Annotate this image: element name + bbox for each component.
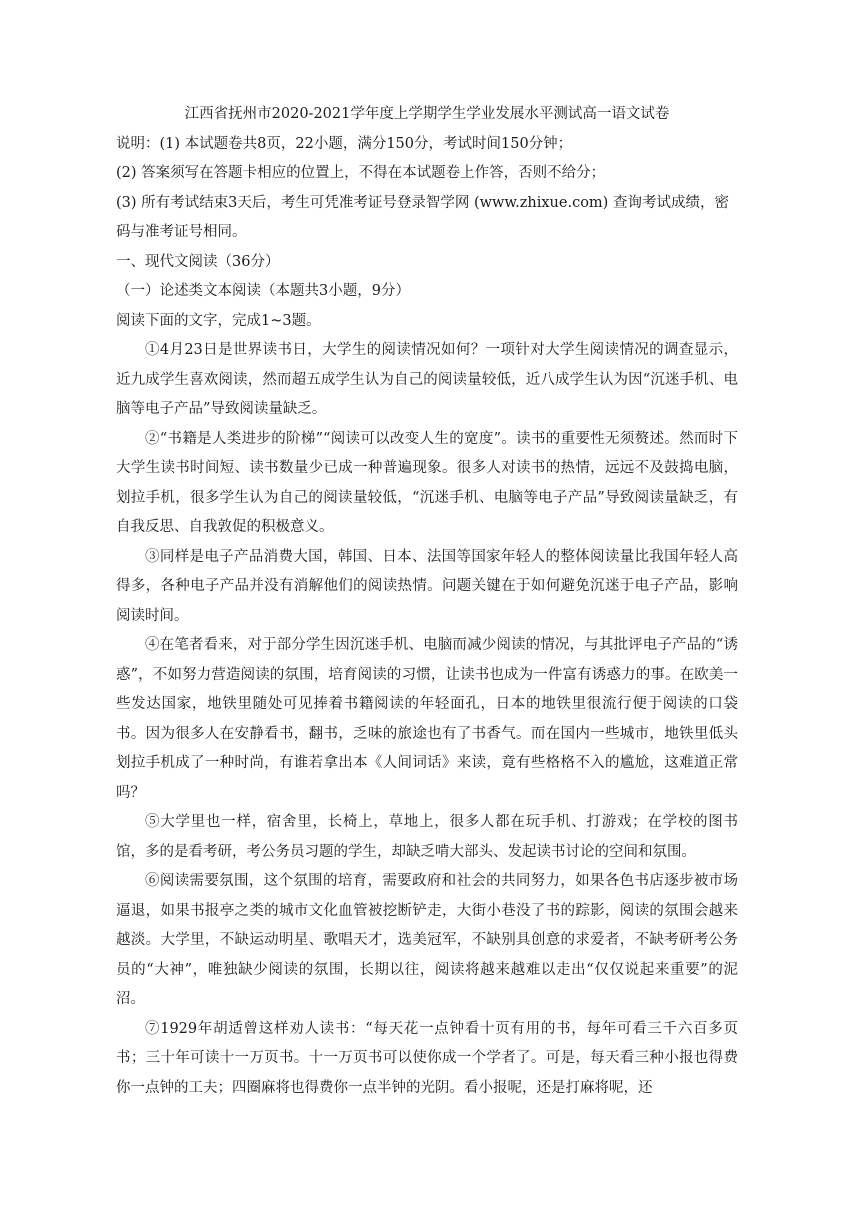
reading-instruction: 阅读下面的文字，完成1~3题。 <box>116 312 321 329</box>
paragraph-3: ③同样是电子产品消费大国，韩国、日本、法国等国家年轻人的整体阅读量比我国年轻人高得多，各种电子产品并没有消解他们的阅读热情。问题关键在于如何避免沉迷于电子产品，影响阅读时间。 <box>116 548 738 624</box>
subsection-heading: （一）论述类文本阅读（本题共3小题，9分） <box>116 283 410 299</box>
paragraph-2: ②“书籍是人类进步的阶梯”“阅读可以改变人生的宽度”。读书的重要性无须赘述。然而时下大学生读书时间短、读书数量少已成一种普遍现象。很多人对读书的热情，远远不及鼓捣电脑，划拉手机，很多学生认为自己的阅读量较低，“沉迷手机、电脑等电子产品”导致阅读量缺乏，有自我反思、自我敦促的积极意义。 <box>116 430 738 535</box>
paragraph-4: ④在笔者看来，对于部分学生因沉迷手机、电脑而减少阅读的情况，与其批评电子产品的“诱惑”，不如努力营造阅读的氛围，培育阅读的习惯，让读书也成为一件富有诱惑力的事。在欧美一些发达国家，地铁里随处可见捧着书籍阅读的年轻面孔，日本的地铁里很流行便于阅读的口袋书。因为很多人在安静看书，翻书，乏味的旅途也有了书香气。而在国内一些城市，地铁里低头划拉手机成了一种时尚，有谁若拿出本《人间词话》来读，竟有些格格不入的尴尬，这难道正常吗？ <box>116 637 738 801</box>
section-heading: 一、现代文阅读（36分） <box>116 253 280 270</box>
exam-note-1: 说明：(1) 本试题卷共8页，22小题，满分150分，考试时间150分钟； <box>116 135 573 152</box>
paragraph-5: ⑤大学里也一样，宿舍里，长椅上，草地上，很多人都在玩手机、打游戏；在学校的图书馆，多的是看考研，考公务员习题的学生，却缺乏啃大部头、发起读书讨论的空间和氛围。 <box>116 814 738 860</box>
paragraph-1: ①4月23日是世界读书日，大学生的阅读情况如何？一项针对大学生阅读情况的调查显示，近九成学生喜欢阅读，然而超五成学生认为自己的阅读量较低，近八成学生认为因“沉迷手机、电脑等电子产品”导致阅读量缺乏。 <box>116 342 738 417</box>
exam-note-3: (3) 所有考试结束3天后，考生可凭准考证号登录智学网 (www.zhixue.com) 查询考试成绩，密码与准考证号相同。 <box>116 194 729 240</box>
exam-note-2: (2) 答案须写在答题卡相应的位置上，不得在本试题卷上作答，否则不给分； <box>116 165 606 181</box>
paragraph-7: ⑦1929年胡适曾这样劝人读书：“每天花一点钟看十页有用的书，每年可看三千六百多页书；三十年可读十一万页书。十一万页书可以使你成一个学者了。可是，每天看三种小报也得费你一点钟的工夫；四圈麻将也得费你一点半钟的光阴。看小报呢，还是打麻将呢，还 <box>116 1020 738 1096</box>
paragraph-6: ⑥阅读需要氛围，这个氛围的培育，需要政府和社会的共同努力，如果各色书店逐步被市场逼退，如果书报亭之类的城市文化血管被挖断铲走，大街小巷没了书的踪影，阅读的氛围会越来越淡。大学里，不缺运动明星、歌唱天才，选美冠军，不缺别具创意的求爱者，不缺考研考公务员的“大神”，唯独缺少阅读的氛围，长期以往，阅读将越来越难以走出“仅仅说起来重要”的泥沼。 <box>116 873 738 1007</box>
exam-title: 江西省抚州市2020-2021学年度上学期学生学业发展水平测试高一语文试卷 <box>184 106 670 122</box>
exam-page <box>116 100 738 1103</box>
